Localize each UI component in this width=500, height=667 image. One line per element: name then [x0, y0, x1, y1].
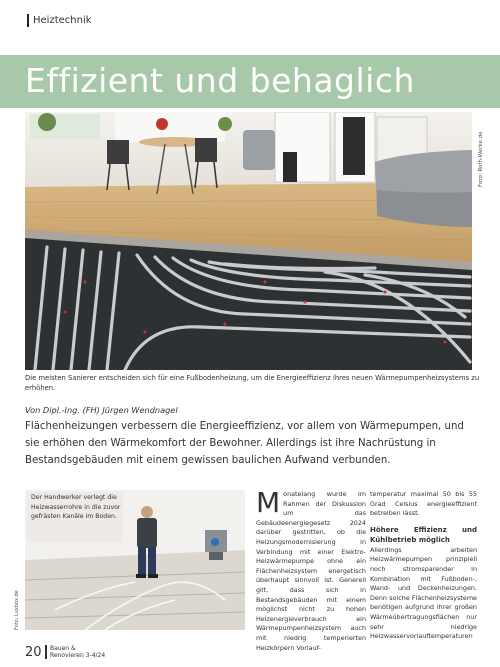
brand-line-2: Renovieren 3-4/24	[50, 652, 106, 659]
lead-paragraph: Flächenheizungen verbessern die Energieeffizienz, vor allem von Wärmepumpen, und sie erhöhen den Wärmekomfort der Bewohner. Allerdings ist ihre Nachrüstung in Bestandsgebäuden mit einem gewissen baulichen Aufwand verbunden.	[25, 421, 464, 466]
page-number: 20	[25, 645, 42, 660]
subheading: Höhere Effizienz und Kühlbetrieb möglich	[370, 525, 477, 544]
body-text-3: Allerdings arbeiten Heizwärmepumpen prinzipiell noch stromsparender in Kombination mit Fußboden-, Wand- und Deckenheizungen. Denn solche Flächenheizsysteme benötigen aufgrund ihrer großen Wärmeübertragungsflächen nur sehr niedrige Heizwasservorlauftemperaturen	[370, 545, 477, 641]
hero-caption: Die meisten Sanierer entscheiden sich für eine Fußbodenheizung, um die Energieeffizienz ihres neuen Wärmepumpenheizsystems zu erhöhen.	[25, 374, 480, 392]
body-text-1: onatelang wurde im Rahmen der Diskussion um das Gebäudeenergiegesetz 2024 darüber gestritten, ob die Heizungsmodernisierung in Verbindung mit einer Elektro-Heizwärmepumpe ohne ein Flächenheizsystem energetisch überhaupt sinnvoll ist. Generell gilt, dass sich in Bestandsgebäuden mit einem möglichst nicht zu hohen Heizenergieverbrauch ein Wärmepumpenheizsystem auch mit niedrig temperierten Heizkörpern Vorlauf-	[256, 490, 366, 652]
body-column-2	[370, 490, 477, 642]
body-text-2: temperatur maximal 50 bis 55 Grad Celsius energieeffizient betreiben lässt.	[370, 490, 477, 518]
brand-line-1: Bauen &	[50, 645, 76, 652]
inset-caption: Der Handwerker verlegt die Heizwasserrohre in die zuvor gefrästen Kanäle im Boden.	[31, 494, 121, 520]
body-column-1	[256, 486, 366, 653]
article-title: Effizient und behaglich	[25, 61, 415, 100]
magazine-brand	[45, 645, 105, 659]
hero-photo-credit: Foto: Roth-Werke.de	[478, 131, 484, 187]
author-byline: Von Dipl.-Ing. (FH) Jürgen Wendnagel	[25, 405, 178, 415]
drop-cap: M	[256, 486, 281, 519]
section-tag: Heiztechnik	[27, 14, 92, 27]
hero-photo	[25, 112, 472, 370]
inset-photo-credit: Foto: Luxbox.de	[14, 590, 20, 630]
